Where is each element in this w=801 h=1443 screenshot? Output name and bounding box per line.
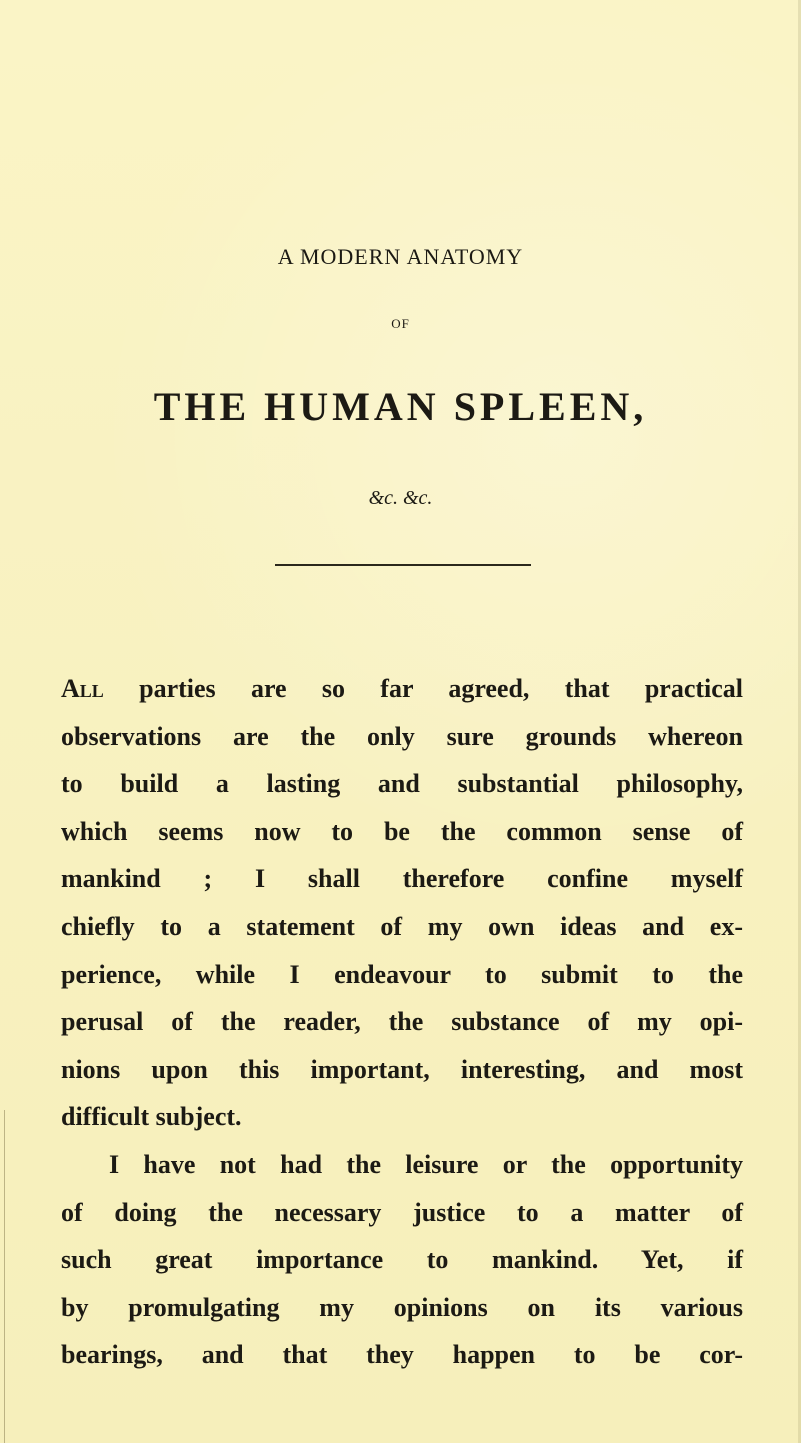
text-line: perusal of the reader, the substance of my opi-: [61, 1007, 743, 1037]
text-line: bearings, and that they happen to be cor-: [61, 1340, 743, 1370]
page-margin-line: [4, 1110, 5, 1443]
text-line-content: parties are so far agreed, that practical: [139, 674, 744, 703]
text-line: such great importance to mankind. Yet, if: [61, 1245, 743, 1275]
text-line: chiefly to a statement of my own ideas and ex-: [61, 911, 743, 941]
text-line: I have not had the leisure or the opportunity: [109, 1149, 743, 1179]
title-line-modern-anatomy: A MODERN ANATOMY: [277, 244, 524, 269]
opening-word: All: [61, 674, 104, 703]
divider-rule: [275, 564, 531, 566]
main-title: THE HUMAN SPLEEN,: [153, 384, 648, 429]
text-line: [61, 665, 743, 713]
text-line: observations are the only sure grounds whereon: [61, 721, 743, 751]
text-line: difficult subject.: [61, 1102, 242, 1132]
text-line: by promulgating my opinions on its various: [61, 1292, 743, 1322]
text-line: to build a lasting and substantial philosophy,: [61, 769, 743, 799]
text-line: mankind ; I shall therefore confine myself: [61, 864, 743, 894]
text-line: nions upon this important, interesting, and most: [61, 1054, 743, 1084]
body-text: [61, 665, 743, 1379]
text-line: which seems now to be the common sense of: [61, 816, 743, 846]
title-etc: &c. &c.: [368, 487, 433, 509]
title-line-of: OF: [391, 316, 410, 331]
text-line: perience, while I endeavour to submit to the: [61, 959, 743, 989]
text-line: of doing the necessary justice to a matter of: [61, 1197, 743, 1227]
